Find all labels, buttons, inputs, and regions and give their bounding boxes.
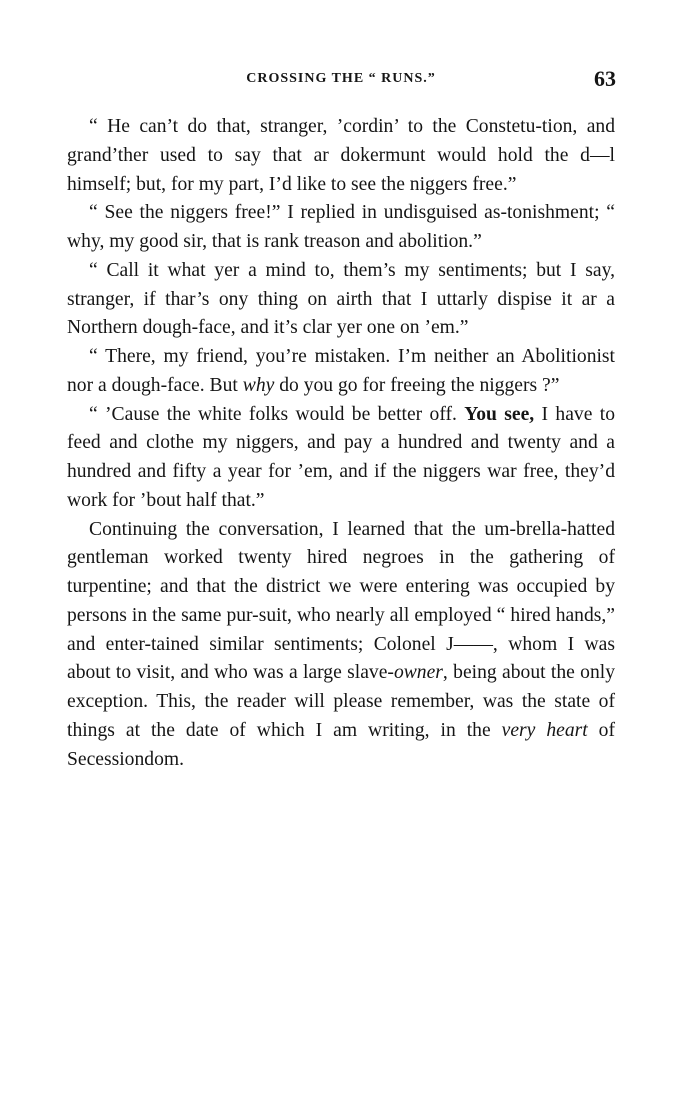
paragraph-6-emphasis-2: very heart	[501, 719, 588, 741]
paragraph-3-text: “ Call it what yer a mind to, them’s my sentiments; but I say, stranger, if thar’s ony thing on airth that I uttarly dispise it ar a Northern dough-face, and it’s clar yer one on ’em.”	[67, 259, 615, 339]
paragraph-2	[67, 199, 615, 257]
paragraph-2-text: “ See the niggers free!” I replied in undisguised as-tonishment; “ why, my good sir, that is rank treason and abolition.”	[67, 202, 615, 252]
paragraph-5-bold: You see,	[464, 403, 535, 425]
page-number: 63	[594, 66, 616, 91]
paragraph-6	[67, 516, 615, 775]
body-text	[67, 113, 615, 774]
paragraph-4-emphasis: why	[242, 374, 275, 396]
paragraph-5-text-a: “ ’Cause the white folks would be better off.	[89, 403, 465, 425]
paragraph-6-emphasis-1: owner	[393, 662, 443, 684]
running-head	[66, 66, 616, 98]
paragraph-5	[67, 401, 615, 516]
paragraph-5-text-b: I have to feed and clothe my niggers, and pay a hundred and twenty and a hundred and fifty a year for ’em, and if the niggers war free, they’d work for ’bout half that.”	[67, 403, 615, 511]
paragraph-3	[67, 257, 615, 343]
paragraph-4-text-b: do you go for freeing the niggers ?”	[274, 374, 560, 396]
running-title: CROSSING THE “ RUNS.”	[246, 71, 436, 86]
paragraph-1-text: “ He can’t do that, stranger, ’cordin’ to the Constetu-tion, and grand’ther used to say that ar dokermunt would hold the d—l himself; but, for my part, I’d like to see the niggers free.”	[67, 116, 615, 195]
paragraph-6-text-a: Continuing the conversation, I learned that the um-brella-hatted gentleman worked twenty hired negroes in the gathering of turpentine; and that the district we were entering was occupied by persons in the same pur-suit, who nearly all employed “ hired hands,” and enter-tained similar sentiments; Colonel J——, whom I was about to visit, and who was a large slave-	[67, 518, 615, 684]
paragraph-4	[67, 343, 615, 401]
paragraph-1	[67, 113, 615, 199]
paragraph-6-text-c: of Secessiondom.	[67, 719, 615, 770]
paragraph-4-text-a: “ There, my friend, you’re mistaken. I’m neither an Abolitionist nor a dough-face. But	[67, 346, 615, 396]
paragraph-6-text-b: , being about the only exception. This, the reader will please remember, was the state of things at the date of which I am writing, in the	[67, 662, 616, 741]
